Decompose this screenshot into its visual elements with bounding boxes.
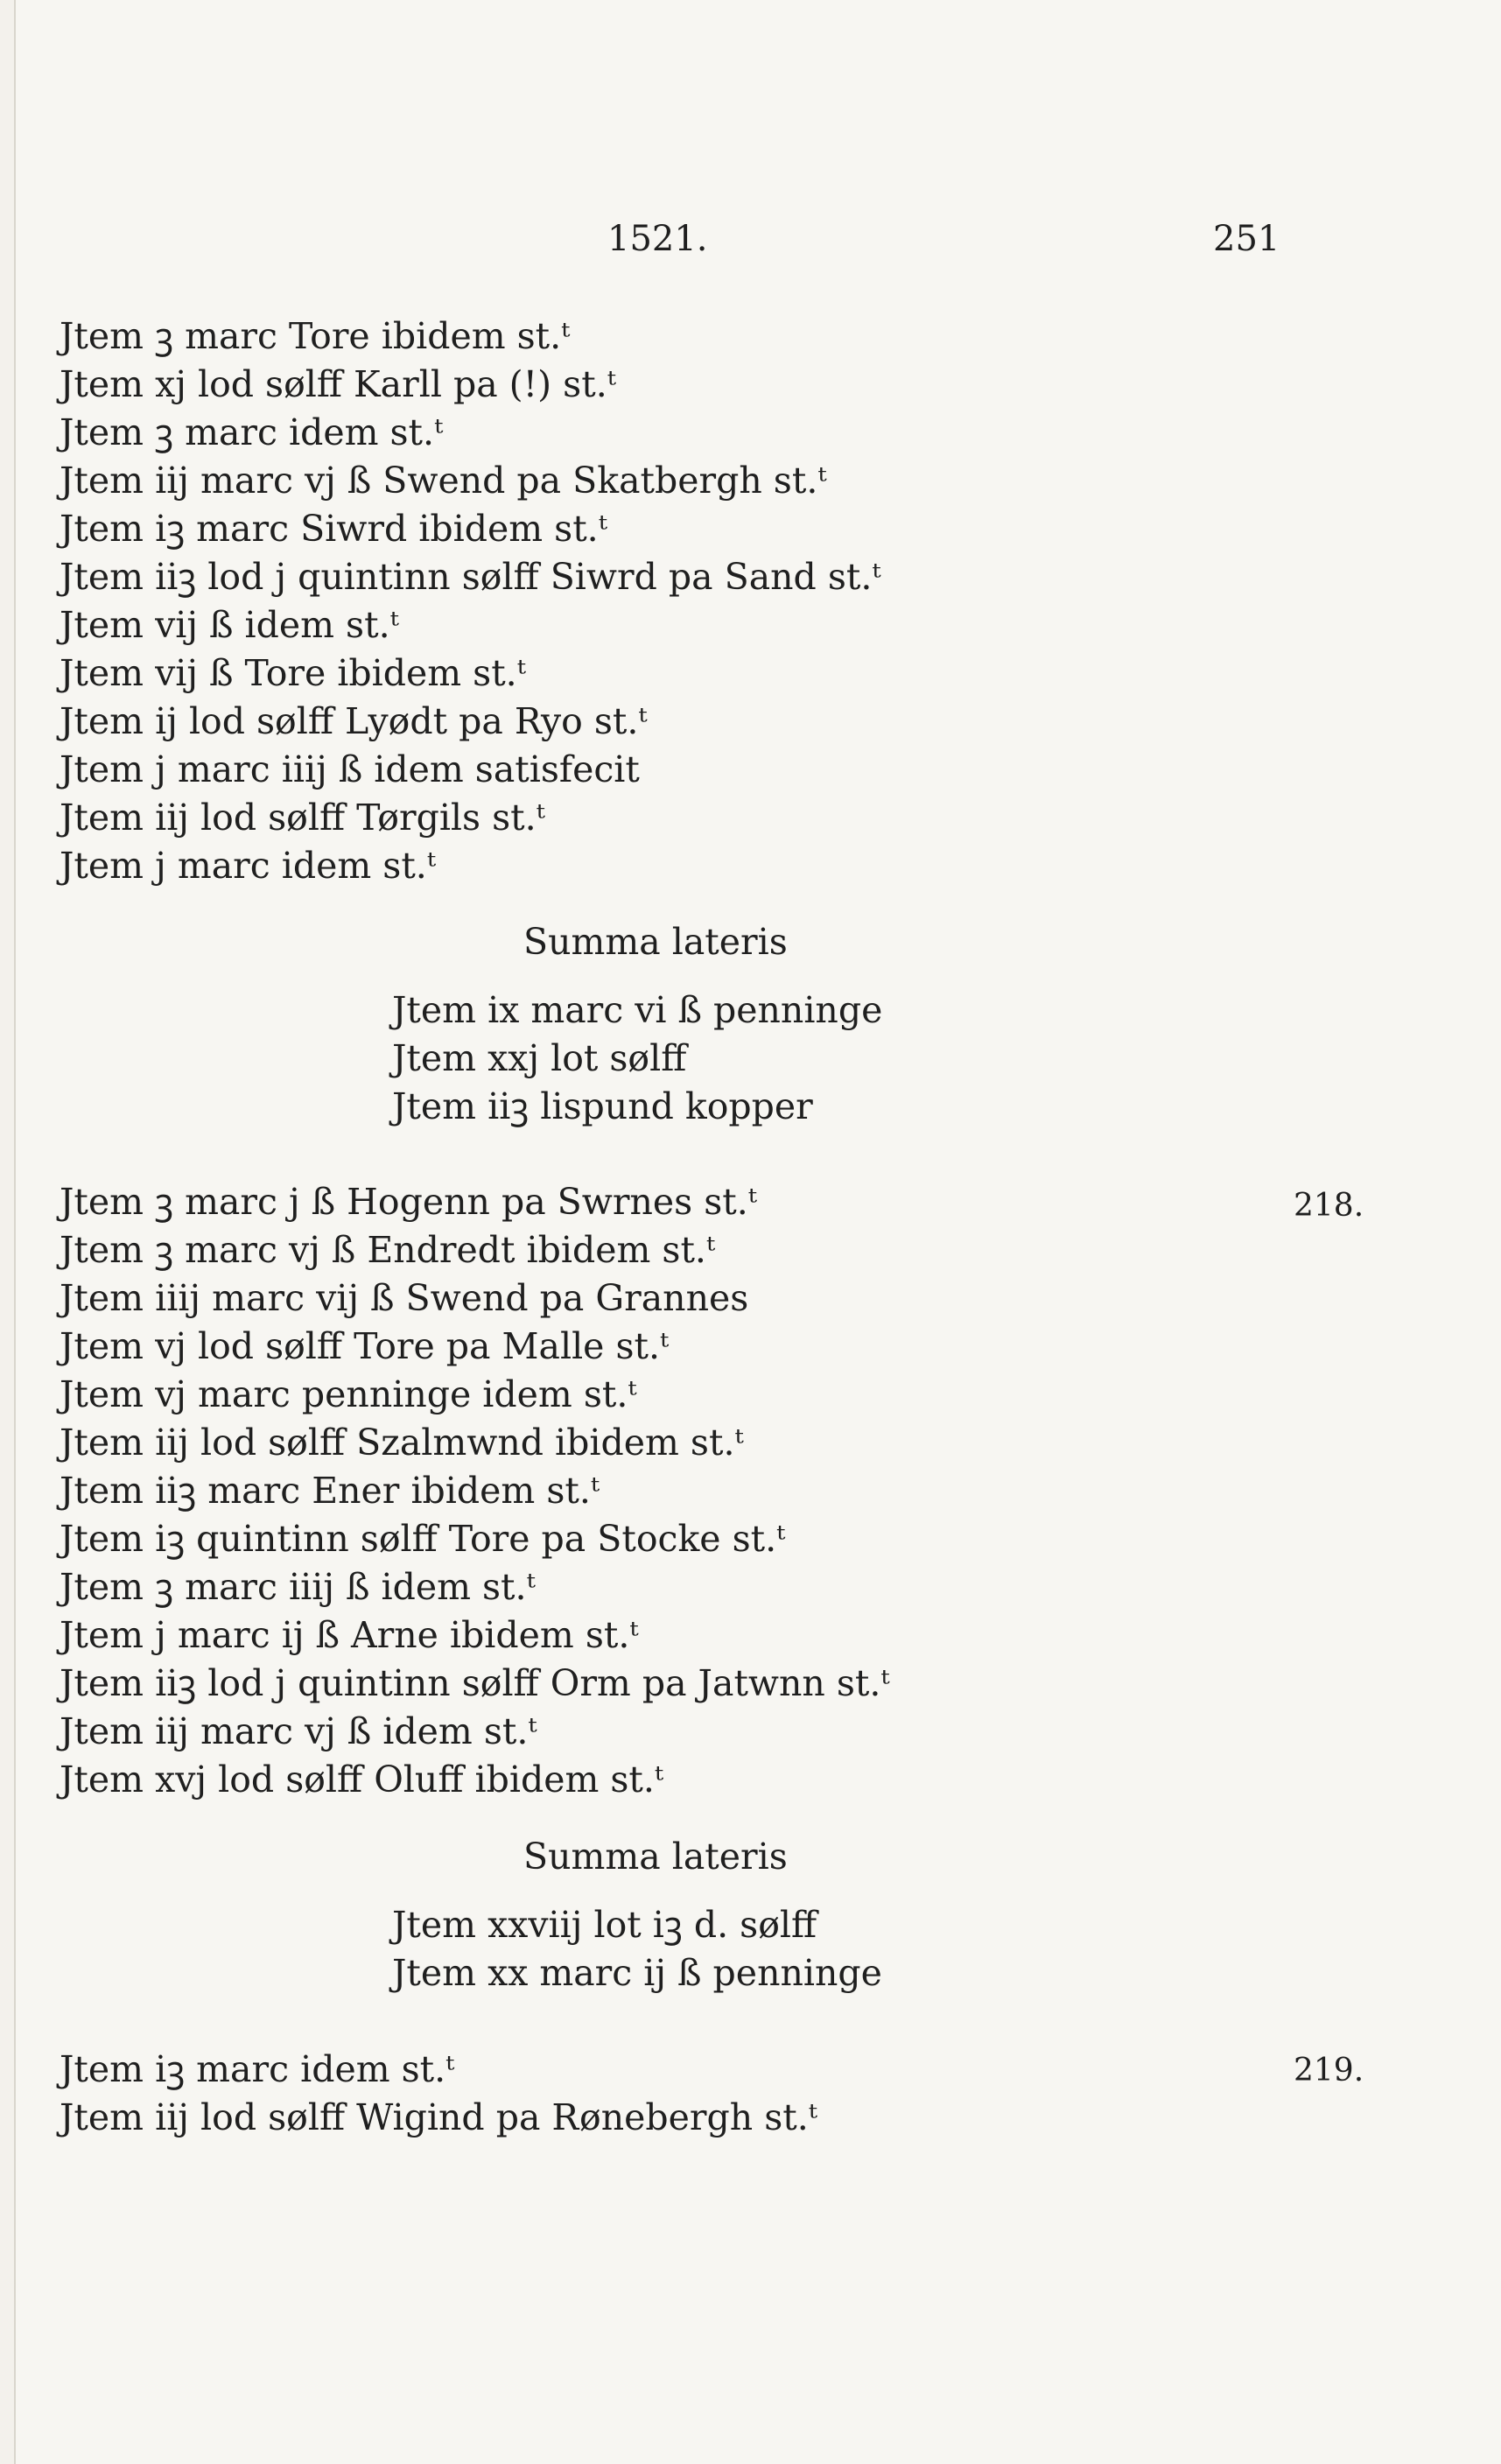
entry-line: Jtem vij ß Tore ibidem st.ᵗ [60,652,526,694]
summa-line: Jtem xxj lot sølff [392,1037,687,1079]
summa-lateris-heading: Summa lateris [523,1836,788,1878]
entry-line: Jtem vj marc penninge idem st.ᵗ [60,1373,637,1415]
margin-number: 218. [1294,1188,1364,1224]
entry-line: Jtem ij lod sølff Lyødt pa Ryo st.ᵗ [60,700,648,742]
entry-line: Jtem iꝫ marc idem st.ᵗ [60,2048,455,2090]
entry-line: Jtem j marc iiij ß idem satisfecit [60,748,640,790]
entries-block-1 [60,312,881,890]
entry-line: Jtem vij ß idem st.ᵗ [60,604,399,646]
page-year: 1521. [607,219,708,259]
entry-line: Jtem iij marc vj ß Swend pa Skatbergh st.ᵗ [60,460,827,502]
entry-line: Jtem xj lod sølff Karll pa (!) st.ᵗ [60,363,616,405]
entry-line: Jtem iꝫ marc Siwrd ibidem st.ᵗ [60,508,607,550]
entry-line: Jtem ꝫ marc idem st.ᵗ [60,411,444,453]
entry-line: Jtem vj lod sølff Tore pa Malle st.ᵗ [60,1325,670,1367]
entry-line: Jtem iij lod sølff Szalmwnd ibidem st.ᵗ [60,1422,744,1464]
summa-line: Jtem xxviij lot iꝫ d. sølff [392,1904,817,1946]
entries-block-2 [60,1178,890,1804]
entry-line: Jtem iiꝫ lod j quintinn sølff Siwrd pa Sand st.ᵗ [60,556,881,598]
summa-lateris-items [392,1901,882,1997]
entry-line: Jtem j marc idem st.ᵗ [60,845,436,887]
entry-line: Jtem iij marc vj ß idem st.ᵗ [60,1710,537,1752]
entry-line: Jtem ꝫ marc Tore ibidem st.ᵗ [60,315,571,357]
entry-line: Jtem iꝫ quintinn sølff Tore pa Stocke st.ᵗ [60,1518,786,1560]
entry-line: Jtem iiꝫ lod j quintinn sølff Orm pa Jatwnn st.ᵗ [60,1662,890,1704]
entry-line: Jtem iij lod sølff Tørgils st.ᵗ [60,797,545,839]
summa-lateris-heading: Summa lateris [523,921,788,963]
entry-line: Jtem iiij marc vij ß Swend pa Grannes [60,1277,749,1319]
summa-line: Jtem ix marc vi ß penninge [392,989,883,1031]
entry-line: Jtem ꝫ marc j ß Hogenn pa Swrnes st.ᵗ [60,1181,757,1223]
entry-line: Jtem iij lod sølff Wigind pa Rønebergh st.ᵗ [60,2096,817,2138]
margin-number: 219. [1294,2053,1364,2088]
entry-line: Jtem iiꝫ marc Ener ibidem st.ᵗ [60,1470,600,1512]
summa-line: Jtem xx marc ij ß penninge [392,1952,882,1994]
entry-line: Jtem ꝫ marc iiij ß idem st.ᵗ [60,1566,536,1608]
page [14,0,1501,2464]
entry-line: Jtem j marc ij ß Arne ibidem st.ᵗ [60,1614,639,1656]
summa-lateris-items [392,986,882,1131]
entries-block-3 [60,2046,817,2142]
entry-line: Jtem xvj lod sølff Oluff ibidem st.ᵗ [60,1758,664,1801]
entry-line: Jtem ꝫ marc vj ß Endredt ibidem st.ᵗ [60,1229,716,1271]
page-number: 251 [1213,219,1280,259]
summa-line: Jtem iiꝫ lispund kopper [392,1085,813,1127]
